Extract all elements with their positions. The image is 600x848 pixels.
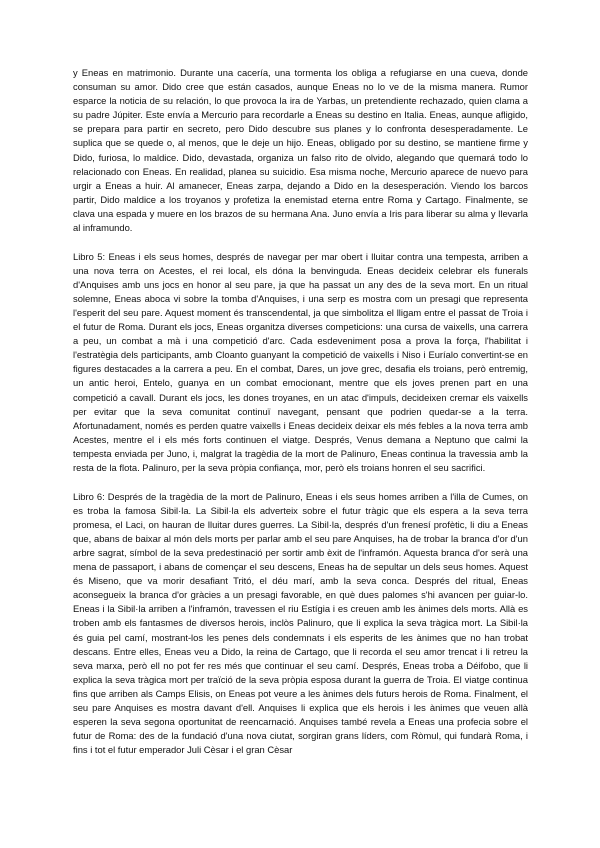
paragraph-libro-4-end: y Eneas en matrimonio. Durante una cacería, una tormenta los obliga a refugiarse en una cueva, donde consuman su amor. Dido cree que están casados, aunque Eneas no lo ve de la misma manera. Rumor esparce la noticia de su relación, lo que provoca la ira de Yarbas, un pretendiente rechazado, quien clama a su padre Júpiter. Este envía a Mercurio para recordarle a Eneas su destino en Italia. Eneas, aunque afligido, se prepara para partir en secreto, pero Dido descubre sus planes y lo confronta desesperadamente. Le suplica que se quede o, al menos, que le deje un hijo. Eneas, obligado por su destino, se mantiene firme y Dido, furiosa, lo maldice. Dido, devastada, organiza un falso rito de olvido, alegando que quemará todo lo relacionado con Eneas. En realidad, planea su suicidio. Esa misma noche, Mercurio aparece de nuevo para urgir a Eneas a huir. Al amanecer, Eneas zarpa, dejando a Dido en la desesperación. Viendo los barcos partir, Dido maldice a los troyanos y profetiza la enemistad eterna entre Roma y Cartago. Finalmente, se clava una espada y muere en los brazos de su hermana Ana. Juno envía a Iris para liberar su alma y llevarla al inframundo. xyxy=(73,67,528,234)
document-body xyxy=(73,66,528,772)
paragraph-libro-6: Libro 6: Després de la tragèdia de la mort de Palinuro, Eneas i els seus homes arriben a l'illa de Cumes, on es troba la famosa Sibil·la. La Sibil·la els adverteix sobre el futur tràgic que els espera a la seva terra promesa, el Laci, on hauran de lluitar dures guerres. La Sibil·la, després d'un frenesí profètic, li diu a Eneas que, abans de baixar al món dels morts per parlar amb el seu pare Anquises, ha de trobar la branca d'or d'un arbre sagrat, símbol de la seva predestinació per sortir amb èxit de l'inframón. Aquesta branca d'or serà una mena de passaport, i abans de començar el seu descens, Eneas ha de sepultar un dels seus homes. Aquest és Miseno, que va morir desafiant Tritó, el déu marí, amb la seva conca. Després del ritual, Eneas aconsegueix la branca d'or gràcies a un presagi favorable, en què dues palomes s'hi avancen per guiar-lo. Eneas i la Sibil·la arriben a l'inframón, travessen el riu Estígia i es creuen amb les ànimes dels morts. Allà es troben amb els fantasmes de diversos herois, inclòs Palinuro, que li explica la seva tràgica mort. La Sibil·la és guia pel camí, mostrant-los les penes dels condemnats i els esperits de les ànimes que no han trobat descans. Entre elles, Eneas veu a Dido, la reina de Cartago, que li recorda el seu amor trencat i li retreu la seva marxa, però ell no pot fer res més que continuar el seu camí. Després, Eneas troba a Déifobo, que li explica la seva tràgica mort per traïció de la seva pròpia esposa durant la guerra de Troia. El viatge continua fins que arriben als Camps Elisis, on Eneas pot veure a les ànimes dels futurs herois de Roma. Finalment, el seu pare Anquises es mostra davant d'ell. Anquises li explica que els herois i les ànimes que veuen allà esperen la seva segona oportunitat de reencarnació. Anquises també revela a Eneas una profecia sobre el futur de Roma: des de la fundació d'una nova ciutat, sorgiran grans líders, com Ròmul, qui fundarà Roma, i fins i tot el futur emperador Juli Cèsar i el gran Cèsar xyxy=(73,490,528,756)
paragraph-libro-5: Libro 5: Eneas i els seus homes, després de navegar per mar obert i lluitar contra una tempesta, arriben a una nova terra on Acestes, el rei local, els dóna la benvinguda. Eneas decideix celebrar els funerals d'Anquises amb uns jocs en honor al seu pare, ja que ha passat un any des de la seva mort. En un ritual solemne, Eneas aboca vi sobre la tomba d'Anquises, i una serp es mostra com un presagi que representa l'esperit del seu pare. Aquest moment és transcendental, ja que simbolitza el lligam entre el passat de Troia i el futur de Roma. Durant els jocs, Eneas organitza diverses competicions: una cursa de vaixells, una carrera a peu, un combat a mà i una competició d'arc. Cada esdeveniment posa a prova la força, l'habilitat i l'estratègia dels participants, amb Cloanto guanyant la competició de vaixells i Niso i Euríalo convertint-se en figures destacades a la carrera a peu. En el combat, Dares, un jove grec, desafia els troians, però entremig, un antic heroi, Entelo, guanya en un combat emocionant, mentre que els joves prenen part en una competició a cavall. Durant els jocs, les dones troyanes, en un atac d'impuls, decideixen cremar els vaixells per evitar que la seva comunitat continuï navegant, pensant que podrien quedar-se a la terra. Afortunadament, només es perden quatre vaixells i Eneas decideix deixar els més febles a la nova terra amb Acestes, mentre el i els més forts continuen el viatge. Després, Venus demana a Neptuno que calmi la tempesta enviada per Juno, i, malgrat la tragèdia de la mort de Palinuro, Eneas continua la travessia amb la resta de la flota. Palinuro, per la seva pròpia confiança, mor, però els troians honren el seu sacrifici. xyxy=(73,250,528,474)
